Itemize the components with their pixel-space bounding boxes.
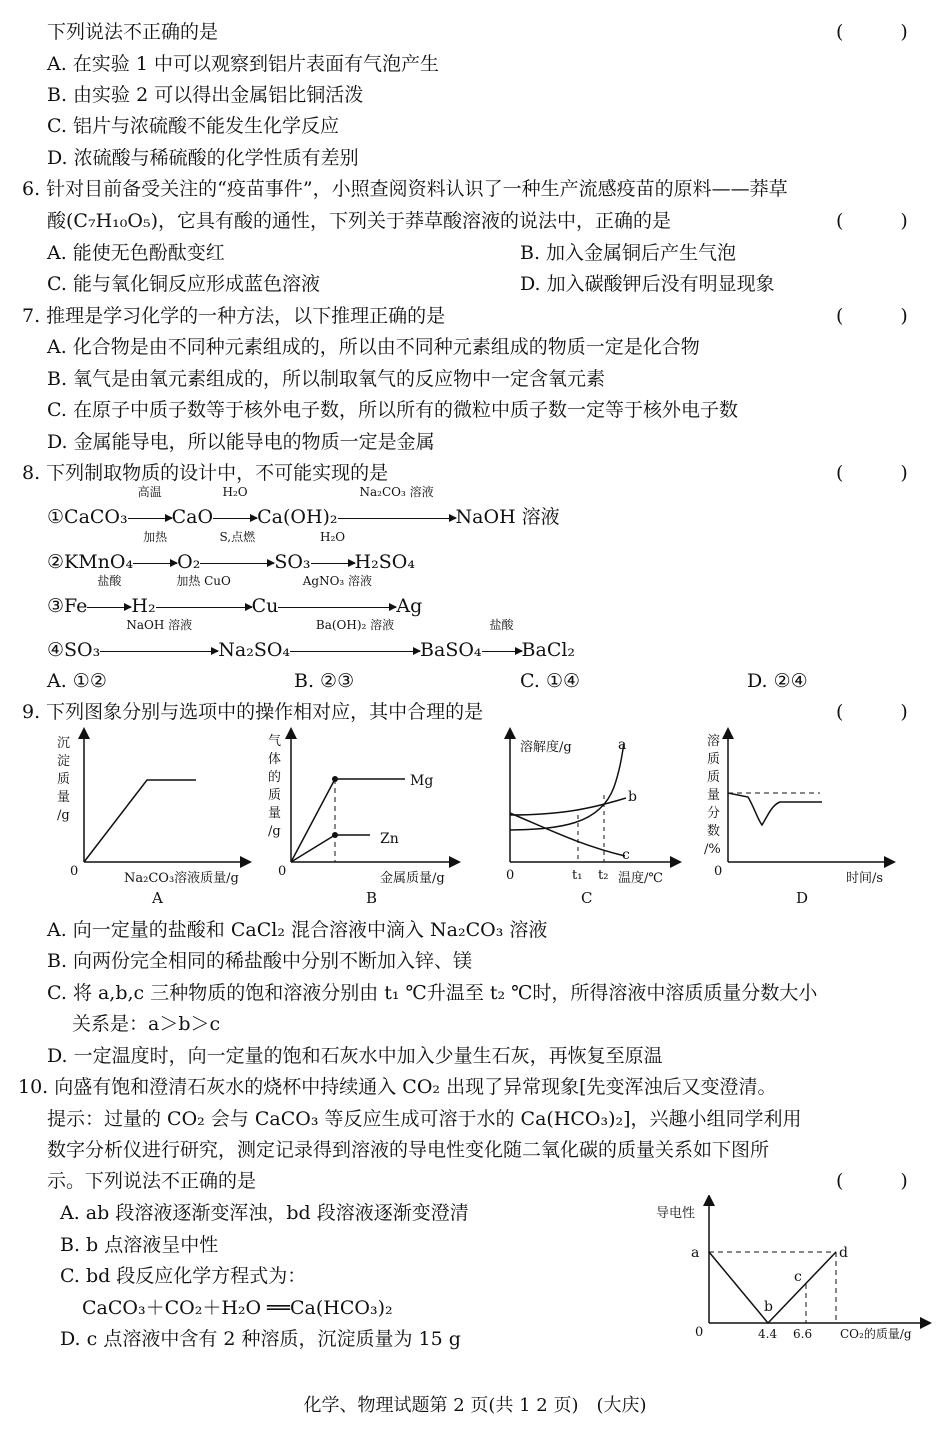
q10-tick-4-4: 4.4: [758, 1327, 778, 1341]
reaction-arrow: [311, 530, 355, 576]
graph-b-ylabel-1: 气: [268, 734, 282, 749]
graph-a-ylabel-5: /g: [57, 808, 70, 823]
graph-a-ylabel-3: 质: [57, 772, 71, 787]
q10-option-d: D. c 点溶液中含有 2 种溶质，沉淀质量为 15 g: [60, 1328, 461, 1350]
q10-stem-line2: 提示：过量的 CO₂ 会与 CaCO₃ 等反应生成可溶于水的 Ca(HCO₃)₂]，兴趣小组同学利用: [47, 1108, 802, 1130]
r2-product-3: H₂SO₄: [354, 551, 415, 573]
graph-c-label-a: a: [618, 737, 627, 753]
q5-option-d: D. 浓硫酸与稀硫酸的化学性质有差别: [47, 147, 359, 169]
graph-b-zn-label: Zn: [380, 831, 399, 847]
graph-a-ylabel-4: 量: [57, 790, 71, 805]
q10-equation: CaCO₃＋CO₂＋H₂O ══Ca(HCO₃)₂: [82, 1297, 393, 1319]
graph-c-xlabel: 温度/℃: [618, 871, 663, 886]
q8-option-a: A. ①②: [47, 670, 107, 692]
graph-b-mg-point: [332, 776, 338, 782]
q9-option-b: B. 向两份完全相同的稀盐酸中分别不断加入锌、镁: [47, 950, 473, 972]
graph-c-tag: C: [581, 889, 593, 907]
graph-c: [506, 733, 676, 907]
q10-xlabel: CO₂的质量/g: [840, 1327, 912, 1341]
graph-a-ylabel-2: 淀: [57, 754, 71, 769]
graph-d-ylabel-4: 量: [707, 788, 721, 803]
q9-option-c-line1: C. 将 a,b,c 三种物质的饱和溶液分别由 t₁ ℃升温至 t₂ ℃时，所得溶液中溶质质量分数大小: [47, 982, 818, 1004]
r1-product-1: CaO: [171, 506, 214, 528]
graph-b-ylabel-3: 的: [268, 770, 282, 785]
arrow-condition: Na₂CO₃ 溶液: [359, 485, 434, 499]
graph-b-xlabel: 金属质量/g: [380, 871, 445, 886]
q10-option-c: C. bd 段反应化学方程式为：: [60, 1265, 307, 1287]
q9-answer-paren: ( ): [836, 701, 908, 723]
r4-product-2: BaSO₄: [420, 639, 482, 661]
q10-tick-6-6: 6.6: [793, 1327, 813, 1341]
r2-product-2: SO₃: [274, 551, 311, 573]
q8-option-d: D. ②④: [747, 670, 808, 692]
arrow-condition: NaOH 溶液: [126, 618, 193, 632]
q9-graphs: [0, 725, 950, 910]
q10-option-b: B. b 点溶液呈中性: [60, 1234, 219, 1256]
graph-b-ylabel-6: /g: [268, 824, 281, 839]
q8-stem: 8. 下列制取物质的设计中，不可能实现的是: [22, 462, 389, 484]
q6-answer-paren: ( ): [836, 210, 908, 232]
r4-product-1: Na₂SO₄: [218, 639, 291, 661]
arrow-condition: 加热 CuO: [176, 574, 231, 588]
graph-c-ylabel: 溶解度/g: [520, 740, 572, 755]
graph-c-label-b: b: [628, 789, 637, 805]
graph-c-curve-b: [510, 798, 626, 815]
reaction-arrow: [482, 618, 522, 664]
reaction-arrow: [278, 574, 396, 620]
q10-origin: 0: [695, 1325, 704, 1340]
graph-a-curve: [84, 780, 196, 862]
reaction-arrow: [128, 485, 172, 531]
q7-option-c: C. 在原子中质子数等于核外电子数，所以所有的微粒中质子数一定等于核外电子数: [47, 399, 738, 421]
r1-start: ①CaCO₃: [47, 506, 128, 528]
graph-d-tag: D: [796, 889, 809, 907]
q6-stem-line1: 6. 针对目前备受关注的“疫苗事件”，小照查阅资料认识了一种生产流感疫苗的原料——莽草: [22, 178, 788, 200]
q10-graph: [640, 1195, 940, 1345]
q7-stem: 7. 推理是学习化学的一种方法，以下推理正确的是: [22, 305, 446, 327]
q8-reaction-3: [47, 574, 423, 620]
q5-option-b: B. 由实验 2 可以得出金属铝比铜活泼: [47, 84, 364, 106]
q6-option-c: C. 能与氧化铜反应形成蓝色溶液: [47, 273, 320, 295]
q8-reaction-4: [47, 618, 576, 664]
q7-option-a: A. 化合物是由不同种元素组成的，所以由不同种元素组成的物质一定是化合物: [47, 336, 700, 358]
q8-reaction-1: [47, 485, 560, 531]
graph-c-origin: 0: [506, 868, 515, 883]
graph-b-mg-line: [291, 779, 405, 862]
graph-b-ylabel-2: 体: [268, 752, 282, 767]
graph-b-mg-label: Mg: [410, 773, 434, 789]
q8-answer-paren: ( ): [836, 462, 908, 484]
q6-option-b: B. 加入金属铜后产生气泡: [520, 242, 737, 264]
q10-point-c: c: [794, 1269, 802, 1285]
graph-c-t1: t₁: [572, 868, 583, 883]
reaction-arrow: [100, 618, 218, 664]
q10-point-d: d: [839, 1245, 848, 1261]
graph-d-curve: [728, 793, 822, 825]
r2-product-1: O₂: [177, 551, 201, 573]
arrow-condition: 加热: [143, 530, 168, 544]
q10-ylabel: 导电性: [656, 1206, 696, 1221]
graph-a: [57, 733, 246, 907]
reaction-arrow: [290, 618, 420, 664]
q10-stem-line3: 数字分析仪进行研究，测定记录得到溶液的导电性变化随二氧化碳的质量关系如下图所: [47, 1139, 770, 1161]
q10-option-a: A. ab 段溶液逐渐变浑浊，bd 段溶液逐渐变澄清: [60, 1202, 469, 1224]
r3-product-3: Ag: [396, 595, 423, 617]
r3-start: ③Fe: [47, 595, 88, 617]
graph-d-origin: 0: [714, 864, 723, 879]
q10-answer-paren: ( ): [836, 1170, 908, 1192]
graph-c-label-c: c: [622, 847, 630, 863]
graph-a-origin: 0: [70, 864, 79, 879]
graph-a-ylabel-1: 沉: [57, 736, 71, 751]
q7-answer-paren: ( ): [836, 305, 908, 327]
q6-option-a: A. 能使无色酚酞变红: [47, 242, 225, 264]
arrow-condition: Ba(OH)₂ 溶液: [315, 618, 395, 632]
graph-d-ylabel-3: 质: [707, 770, 721, 785]
q5-option-a: A. 在实验 1 中可以观察到铝片表面有气泡产生: [47, 53, 439, 75]
graph-b-ylabel-5: 量: [268, 806, 282, 821]
reaction-arrow: [87, 574, 131, 620]
q9-option-d: D. 一定温度时，向一定量的饱和石灰水中加入少量生石灰，再恢复至原温: [47, 1045, 663, 1067]
graph-b-origin: 0: [278, 864, 287, 879]
q8-option-c: C. ①④: [520, 670, 581, 692]
graph-b-zn-point: [332, 832, 338, 838]
r2-start: ②KMnO₄: [47, 551, 134, 573]
r4-product-3: BaCl₂: [521, 639, 576, 661]
q10-stem-line4: 示。下列说法不正确的是: [47, 1170, 257, 1192]
graph-d-ylabel-7: /%: [704, 842, 721, 857]
graph-b-ylabel-4: 质: [268, 788, 282, 803]
q6-option-d: D. 加入碳酸钾后没有明显现象: [520, 273, 775, 295]
q6-stem-line2: 酸(C₇H₁₀O₅)，它具有酸的通性，下列关于莽草酸溶液的说法中，正确的是: [47, 210, 671, 232]
reaction-arrow: [200, 530, 274, 576]
q9-stem: 9. 下列图象分别与选项中的操作相对应，其中合理的是: [22, 701, 484, 723]
reaction-arrow: [213, 485, 257, 531]
graph-a-tag: A: [152, 889, 163, 907]
q5-option-c: C. 铝片与浓硫酸不能发生化学反应: [47, 115, 339, 137]
graph-d-ylabel-5: 分: [707, 806, 721, 821]
reaction-arrow: [338, 485, 456, 531]
graph-a-xlabel: Na₂CO₃溶液质量/g: [124, 871, 239, 886]
arrow-condition: 盐酸: [97, 574, 122, 588]
q7-option-d: D. 金属能导电，所以能导电的物质一定是金属: [47, 431, 435, 453]
graph-d-xlabel: 时间/s: [846, 871, 884, 886]
graph-d-ylabel-6: 数: [707, 824, 721, 839]
reaction-arrow: [133, 530, 177, 576]
page-footer: 化学、物理试题第 2 页(共 1 2 页) (大庆): [303, 1395, 647, 1416]
q10-point-b: b: [764, 1299, 773, 1315]
graph-b-tag: B: [366, 889, 378, 907]
q9-option-c-line2: 关系是：a＞b＞c: [72, 1013, 221, 1035]
reaction-arrow: [156, 574, 252, 620]
q8-reaction-2: [47, 530, 415, 576]
graph-c-curve-a: [510, 743, 624, 830]
arrow-condition: S,点燃: [219, 530, 256, 544]
r4-start: ④SO₃: [47, 639, 101, 661]
arrow-condition: H₂O: [319, 530, 346, 544]
q8-option-b: B. ②③: [294, 670, 355, 692]
arrow-condition: H₂O: [222, 485, 248, 499]
arrow-condition: 盐酸: [489, 618, 514, 632]
graph-c-curve-c: [510, 813, 625, 856]
q5-answer-paren: ( ): [836, 21, 908, 43]
graph-d: [704, 733, 890, 907]
q5-stem: 下列说法不正确的是: [47, 21, 219, 43]
arrow-condition: 高温: [137, 485, 162, 499]
arrow-condition: AgNO₃ 溶液: [302, 574, 373, 588]
graph-b: [268, 733, 455, 907]
graph-d-ylabel-2: 质: [707, 752, 721, 767]
graph-c-t2: t₂: [598, 868, 609, 883]
q10-stem-line1: 10. 向盛有饱和澄清石灰水的烧杯中持续通入 CO₂ 出现了异常现象[先变浑浊后又变澄清。: [18, 1076, 777, 1098]
r3-product-2: Cu: [251, 595, 279, 617]
q7-option-b: B. 氧气是由氧元素组成的，所以制取氧气的反应物中一定含氧元素: [47, 368, 606, 390]
r1-product-3: NaOH 溶液: [455, 506, 560, 528]
r3-product-1: H₂: [131, 595, 156, 617]
r1-product-2: Ca(OH)₂: [257, 506, 338, 528]
q10-point-a: a: [691, 1245, 700, 1261]
graph-d-ylabel-1: 溶: [707, 734, 721, 749]
q9-option-a: A. 向一定量的盐酸和 CaCl₂ 混合溶液中滴入 Na₂CO₃ 溶液: [47, 919, 548, 941]
